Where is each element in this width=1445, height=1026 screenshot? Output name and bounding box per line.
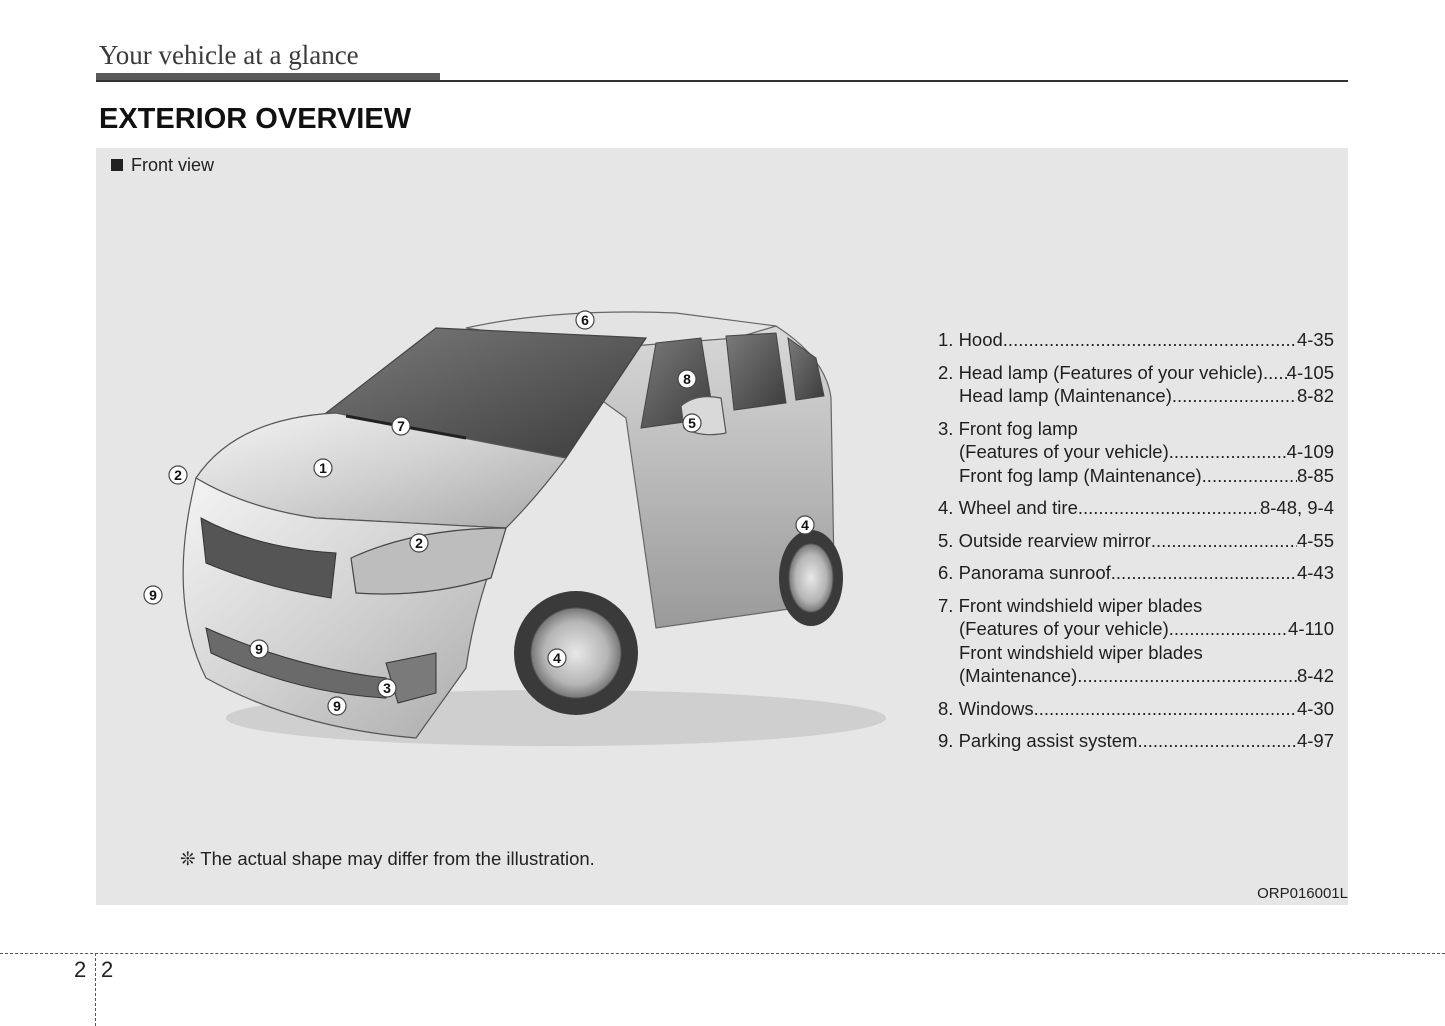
svg-text:9: 9 (333, 698, 341, 714)
legend-item-windows: 8. Windows ..... 4-30 (938, 697, 1334, 721)
image-code: ORP016001L (1257, 885, 1348, 902)
illustration-panel (96, 148, 1348, 905)
callout-5 (683, 414, 701, 432)
square-bullet-icon (111, 159, 123, 171)
callout-9-center (250, 640, 268, 658)
callout-9-right (328, 697, 346, 715)
car-front-rim (531, 608, 621, 698)
svg-text:2: 2 (415, 535, 423, 551)
running-title: Your vehicle at a glance (99, 40, 359, 70)
callout-7 (392, 417, 410, 435)
svg-text:6: 6 (581, 312, 589, 328)
callout-2-headlamp (410, 534, 428, 552)
svg-text:9: 9 (149, 587, 157, 603)
car-rear-door-window (726, 333, 786, 410)
svg-text:3: 3 (383, 680, 391, 696)
callout-2-hood-edge (169, 466, 187, 484)
callout-4-rear-wheel (796, 516, 814, 534)
svg-text:4: 4 (801, 517, 809, 533)
callout-6 (576, 311, 594, 329)
legend-item-wheel-and-tire: 4. Wheel and tire ..... 8-48, 9-4 (938, 496, 1334, 520)
footer-dashed-divider (95, 953, 96, 1026)
footer-dashed-rule (0, 953, 1445, 954)
car-rear-rim (789, 544, 833, 612)
legend-item-panorama-sunroof: 6. Panorama sunroof ..... 4-43 (938, 561, 1334, 585)
page-number: 2 (101, 957, 114, 982)
svg-text:1: 1 (319, 460, 327, 476)
header-rule (96, 80, 1348, 82)
view-label-text: Front view (131, 155, 215, 175)
legend-item-front-fog-lamp: 3. Front fog lamp (Features of your vehicle) ..... 4-109 Front fog lamp (Maintenance) ..... 8-85 (938, 417, 1334, 488)
car-illustration (136, 298, 896, 758)
svg-text:9: 9 (255, 641, 263, 657)
svg-text:4: 4 (553, 650, 561, 666)
legend-page-ref: 4-35 (1296, 329, 1334, 350)
parts-legend (938, 328, 1334, 762)
view-label (111, 155, 214, 176)
illustration-note: ❊ The actual shape may differ from the illustration. (180, 848, 595, 869)
legend-item-parking-assist: 9. Parking assist system ..... 4-97 (938, 729, 1334, 753)
svg-text:7: 7 (397, 418, 405, 434)
svg-text:5: 5 (688, 415, 696, 431)
callout-1 (314, 459, 332, 477)
callout-9-left (144, 586, 162, 604)
callout-4-front-wheel (548, 649, 566, 667)
legend-item-hood: 1. Hood ..... 4-35 (938, 328, 1334, 352)
callout-3 (378, 679, 396, 697)
svg-text:2: 2 (174, 467, 182, 483)
callout-8 (678, 370, 696, 388)
legend-item-head-lamp: 2. Head lamp (Features of your vehicle) ..... 4-105 Head lamp (Maintenance) ..... 8-82 (938, 361, 1334, 408)
chapter-number: 2 (74, 957, 87, 982)
section-title: EXTERIOR OVERVIEW (99, 103, 412, 135)
legend-item-wiper-blades: 7. Front windshield wiper blades (Features of your vehicle) ..... 4-110 Front windshield wiper blades (Maintenance) ..... 8-42 (938, 594, 1334, 688)
legend-item-outside-mirror: 5. Outside rearview mirror ..... 4-55 (938, 529, 1334, 553)
svg-text:8: 8 (683, 371, 691, 387)
